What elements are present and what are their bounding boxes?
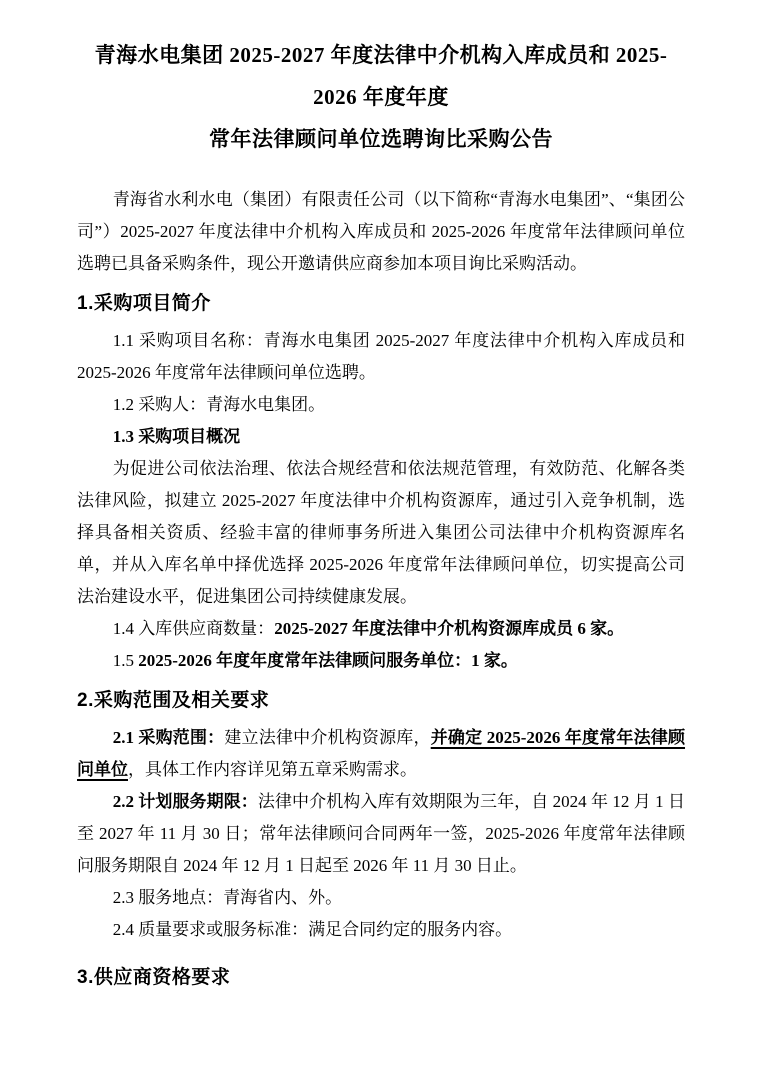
document-title — [77, 34, 685, 160]
clause-2-1-underlined: 并确定 2025-2026 年度常年法律顾问单位 — [77, 728, 686, 779]
clause-1-5 — [77, 645, 685, 677]
clause-2-1-text2: ，具体工作内容详见第五章采购需求。 — [128, 760, 417, 779]
clause-2-4: 2.4 质量要求或服务标准：满足合同约定的服务内容。 — [112, 920, 513, 939]
clause-1-1: 1.1 采购项目名称：青海水电集团 2025-2027 年度法律中介机构入库成员和 2025-2026 年度常年法律顾问单位选聘。 — [77, 331, 685, 382]
clause-1-3-heading: 1.3 采购项目概况 — [112, 427, 241, 446]
clause-2-1-text1: 建立法律中介机构资源库， — [224, 728, 431, 747]
clause-2-1-label: 2.1 采购范围： — [112, 728, 225, 747]
clause-2-2 — [77, 786, 685, 882]
document-title-line2: 常年法律顾问单位选聘询比采购公告 — [209, 127, 553, 151]
clause-1-5-label: 1.5 — [112, 651, 139, 670]
clause-2-3: 2.3 服务地点：青海省内、外。 — [112, 888, 343, 907]
clause-2-1 — [77, 722, 685, 786]
clause-1-3-body: 为促进公司依法治理、依法合规经营和依法规范管理，有效防范、化解各类法律风险，拟建立 2025-2027 年度法律中介机构资源库，通过引入竞争机制，选择具备相关资质、经验丰富的律师事务所进入集团公司法律中介机构资源库名单，并从入库名单中择优选择 2025-2026 年度常年法律顾问单位，切实提高公司法治建设水平，促进集团公司持续健康发展。 — [77, 459, 685, 606]
intro-paragraph: 青海省水利水电（集团）有限责任公司（以下简称“青海水电集团”、“集团公司”）2025-2027 年度法律中介机构入库成员和 2025-2026 年度常年法律顾问单位选聘已具备采购条件，现公开邀请供应商参加本项目询比采购活动。 — [77, 190, 685, 273]
clause-1-4-label: 1.4 入库供应商数量： — [112, 619, 275, 638]
clause-2-2-label: 2.2 计划服务期限： — [112, 792, 258, 811]
clause-1-4-value: 2025-2027 年度法律中介机构资源库成员 6 家。 — [274, 619, 625, 638]
section-3-heading: 3.供应商资格要求 — [77, 967, 231, 988]
clause-1-5-value: 2025-2026 年度年度常年法律顾问服务单位：1 家。 — [138, 651, 518, 670]
document-title-line1: 青海水电集团 2025-2027 年度法律中介机构入库成员和 2025-2026 年度年度 — [94, 43, 668, 109]
clause-1-4 — [77, 613, 685, 645]
section-2-heading: 2.采购范围及相关要求 — [77, 690, 270, 711]
clause-1-2: 1.2 采购人：青海水电集团。 — [112, 395, 326, 414]
section-1-heading: 1.采购项目简介 — [77, 293, 211, 314]
clause-2-2-text: 法律中介机构入库有效期限为三年，自 2024 年 12 月 1 日至 2027 年 11 月 30 日；常年法律顾问合同两年一签，2025-2026 年度常年法律顾问服务期限自 2024 年 12 月 1 日起至 2026 年 11 月 30 日止。 — [77, 792, 686, 875]
